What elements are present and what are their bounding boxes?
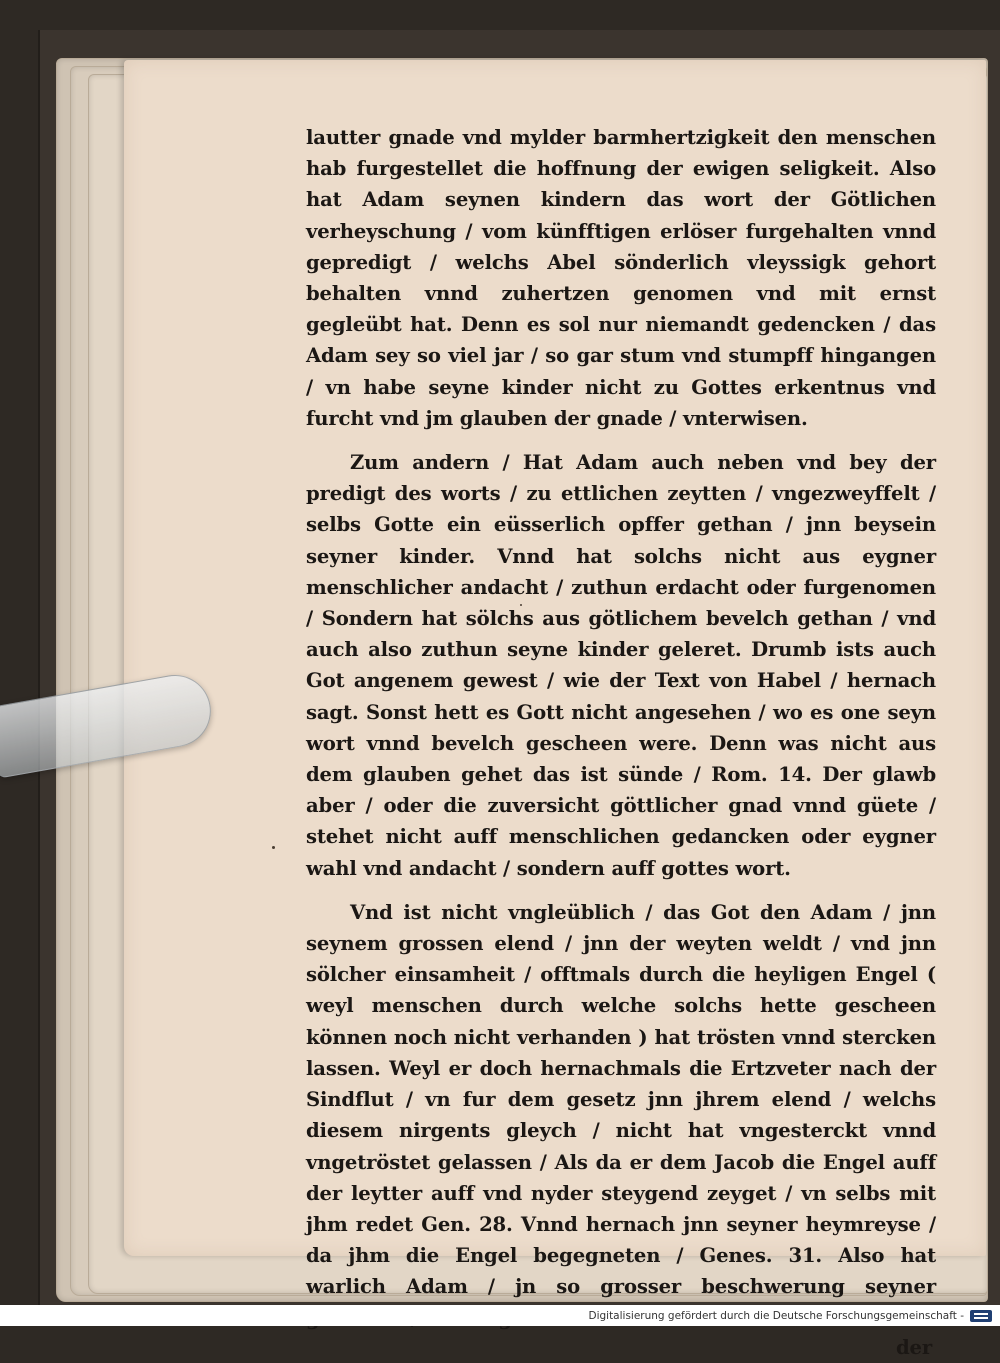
paragraph-1: lautter gnade vnd mylder barmhertzigkeit den menschen hab furgestellet die hoffnung der ewigen seligkeit. Also hat Adam seynen kindern das wort der Götlichen verheyschung / vom künfftigen erlöser furgehalten vnnd gepredigt / welchs Abel sönderlich vleyssigk gehort behalten vnnd zuhertzen genomen vnd mit ernst gegleübt hat. Denn es sol nur niemandt gedencken / das Adam sey so viel jar / so gar stum vnd stumpff hingangen / vn habe seyne kinder nicht zu Gottes erkentnus vnd furcht vnd jm glauben der gnade / vnterwisen. [306, 126, 936, 430]
footer-credit: Digitalisierung gefördert durch die Deutsche Forschungsgemeinschaft - [588, 1309, 964, 1322]
digitization-footer [0, 1305, 1000, 1326]
paragraph-3: Vnd ist nicht vngleüblich / das Got den Adam / jnn seynem grossen elend / jnn der weyten weldt / vnd jnn sölcher einsamheit / offtmals durch die heyligen Engel ( weyl menschen durch welche solchs hette gescheen können noch nicht verhanden ) hat trösten vnnd stercken lassen. Weyl er doch hernachmals die Ertzveter nach der Sindflut / vn fur dem gesetz jnn jhrem elend / welchs diesem nirgents gleych / nicht hat vngesterckt vnnd vngetröstet gelassen / Als da er dem Jacob die Engel auff der leytter auff vnd nyder steygend zeyget / vn selbs mit jhm redet Gen. 28. Vnnd hernach jnn seyner heymreyse / da jhm die Engel begegneten / Genes. 31. Also hat warlich Adam / jn so grosser beschwerung seyner [306, 900, 936, 1299]
ink-speck [272, 846, 275, 849]
ink-speck [520, 604, 522, 606]
catchword: der [895, 1335, 932, 1359]
page-text-block [306, 122, 936, 1363]
dfg-logo-icon [970, 1310, 992, 1322]
paragraph-2: Zum andern / Hat Adam auch neben vnd bey der predigt des worts / zu ettlichen zeytten / vngezweyffelt / selbs Gotte ein eüsserlich opffer gethan / jnn beysein seyner kinder. Vnnd hat solchs nicht aus eygner menschlicher andacht / zuthun erdacht oder furgenomen / Sondern hat sölchs aus götlichem bevelch gethan / vnd auch also zuthun seyne kinder geleret. Drumb ists auch Got angenem gewest / wie der Text von Habel / hernach sagt. Sonst hett es Gott nicht angesehen / wo es one seyn wort vnnd bevelch gescheen were. Denn was nicht aus dem glauben gehet das ist sünde / Rom. 14. Der glawb aber / oder die zuversicht göttlicher gnad vnnd güete / stehet nicht auff menschlichen gedancken oder eygner wahl vnd andacht / sondern auff gottes wort. [306, 451, 936, 880]
